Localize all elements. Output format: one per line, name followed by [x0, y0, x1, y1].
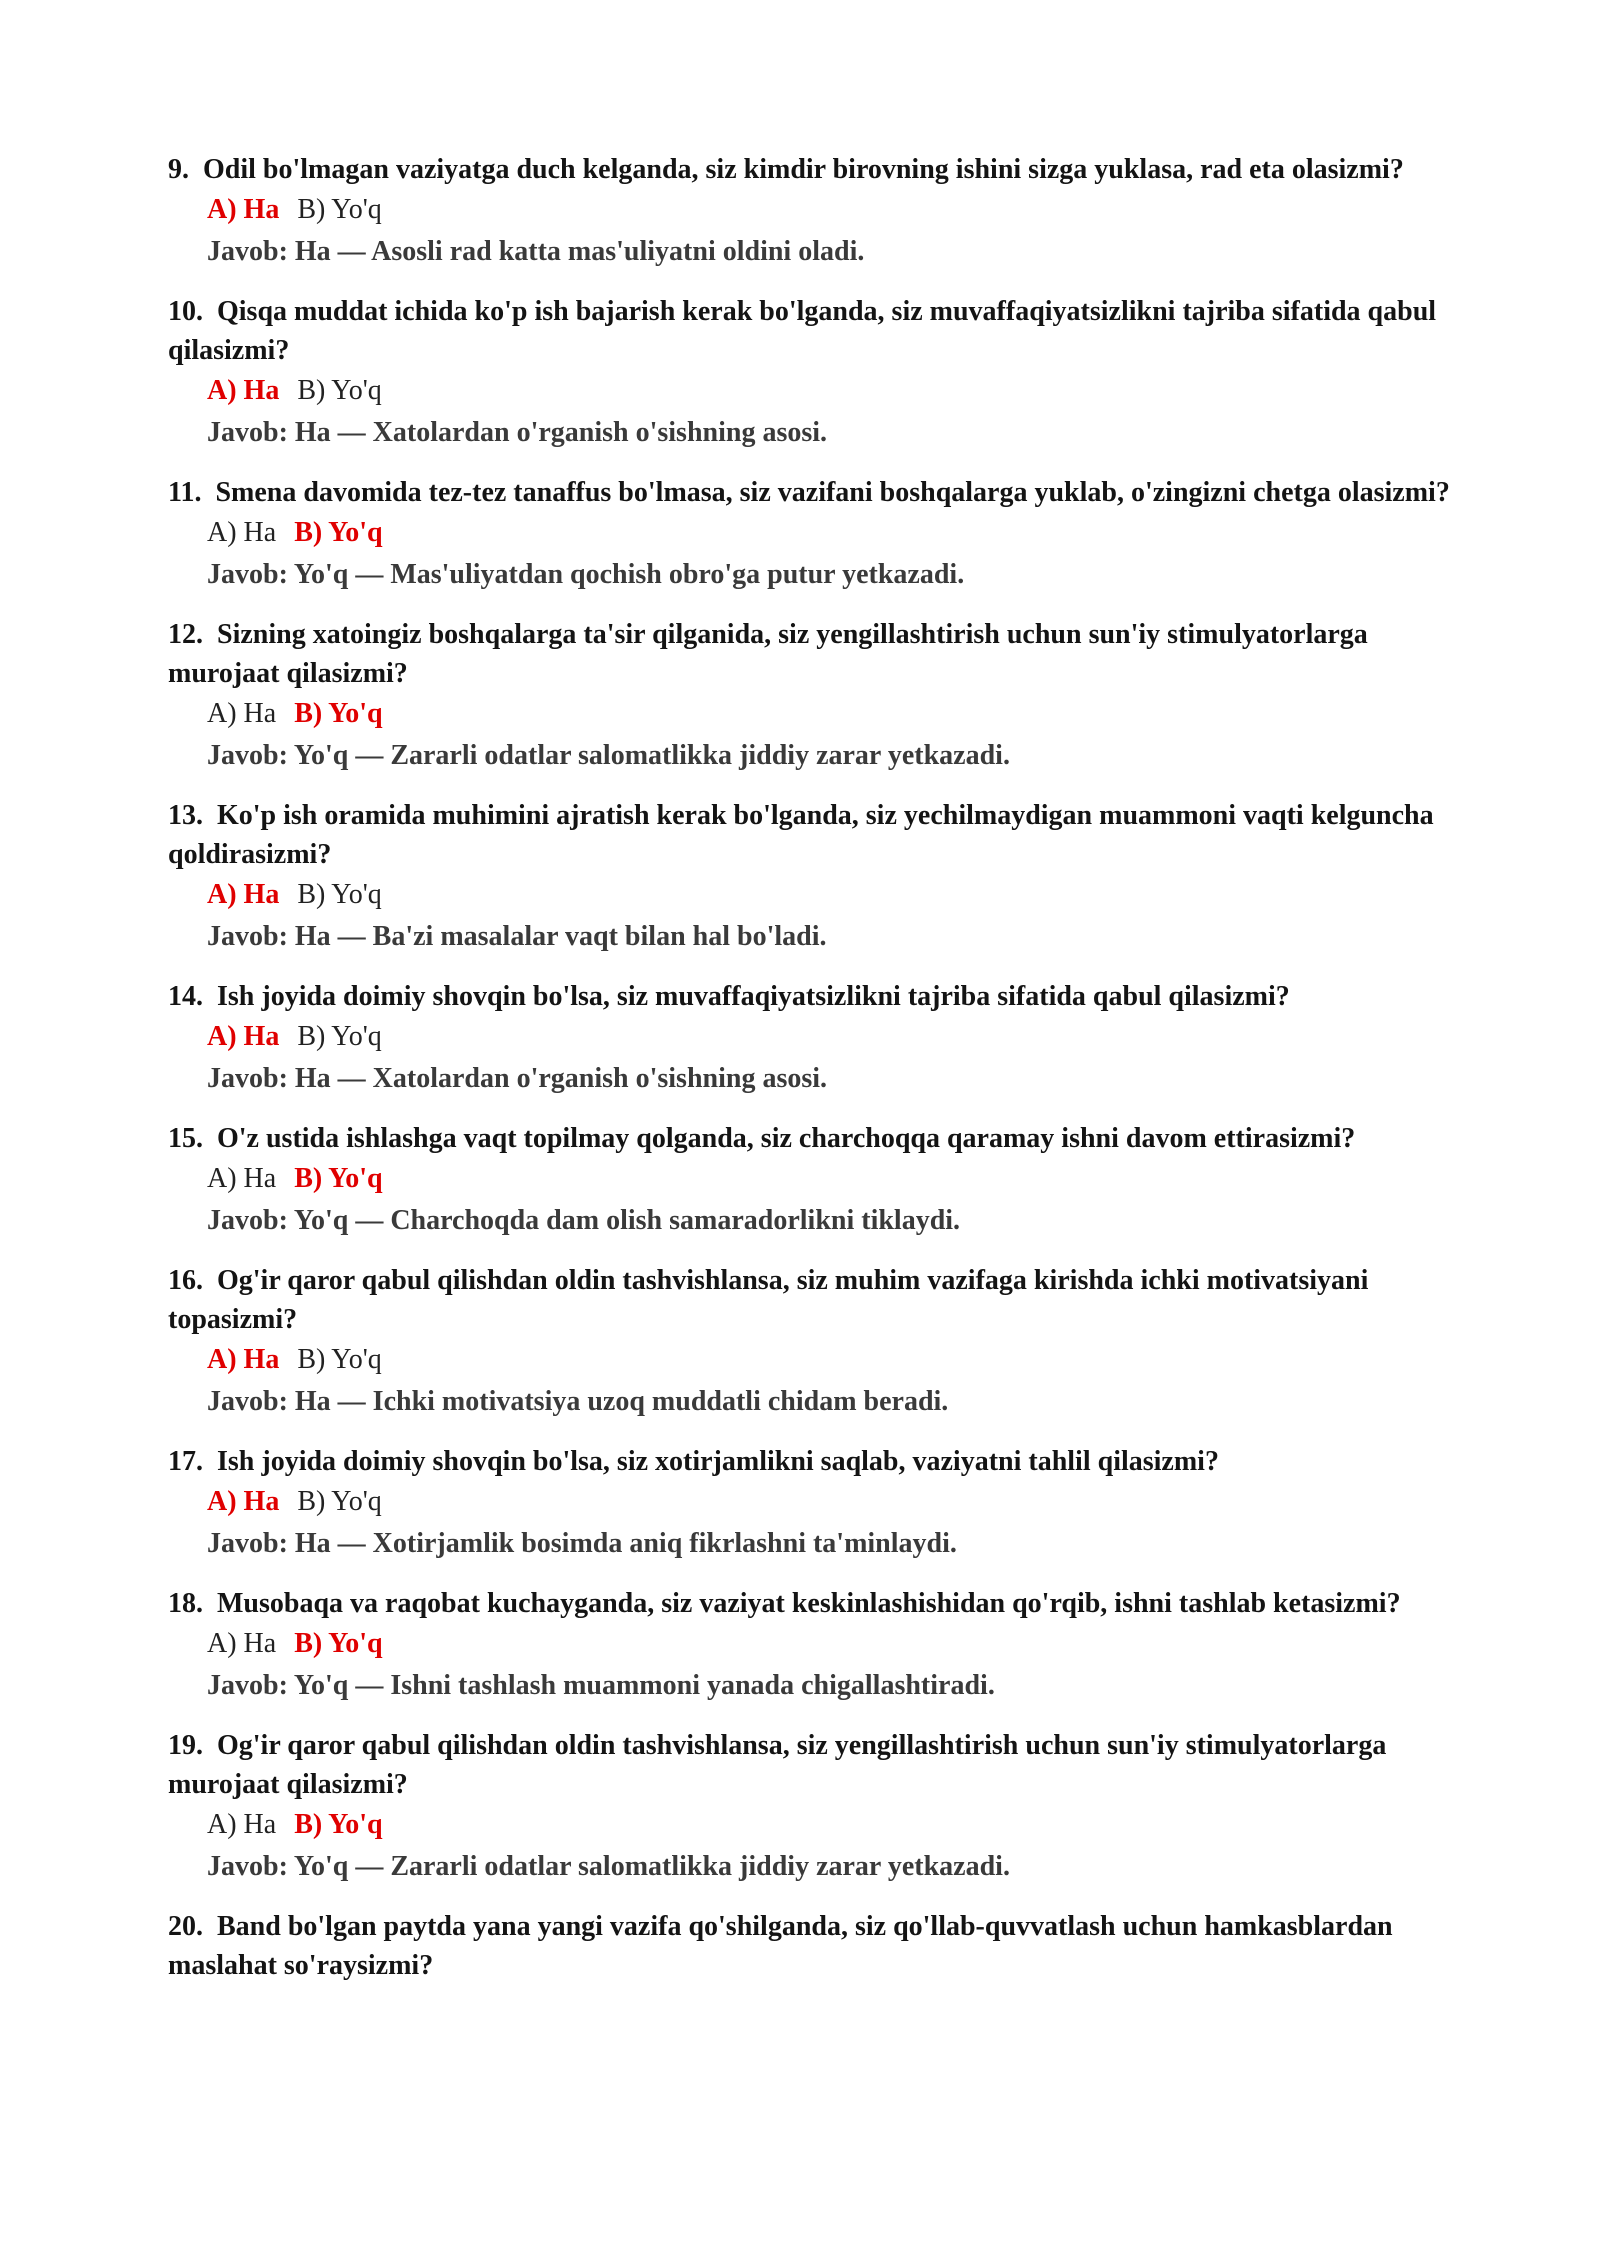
question-body: Odil bo'lmagan vaziyatga duch kelganda, siz kimdir birovning ishini sizga yuklasa, rad eta olasizmi?	[203, 154, 1404, 185]
options-row	[207, 1158, 1468, 1200]
option-a: A) Ha	[207, 1809, 277, 1840]
question-number: 18.	[168, 1588, 203, 1619]
question-number: 10.	[168, 296, 203, 327]
answer-line: Javob: Yo'q — Mas'uliyatdan qochish obro'ga putur yetkazadi.	[207, 559, 965, 590]
question-body: Band bo'lgan paytda yana yangi vazifa qo'shilganda, siz qo'llab-quvvatlash uchun hamkasblardan maslahat so'raysizmi?	[168, 1911, 1393, 1981]
options-row	[207, 874, 1468, 916]
question-body: Ish joyida doimiy shovqin bo'lsa, siz xotirjamlikni saqlab, vaziyatni tahlil qilasizmi?	[217, 1446, 1219, 1477]
question-14	[168, 977, 1468, 1100]
question-body: Smena davomida tez-tez tanaffus bo'lmasa, siz vazifani boshqalarga yuklab, o'zingizni chetga olasizmi?	[215, 477, 1450, 508]
option-a: A) Ha	[207, 517, 277, 548]
option-a: A) Ha	[207, 1628, 277, 1659]
document-page	[168, 150, 1468, 2004]
question-text	[168, 615, 1468, 693]
option-a: A) Ha	[207, 194, 280, 225]
question-19	[168, 1726, 1468, 1888]
answer-line: Javob: Yo'q — Zararli odatlar salomatlikka jiddiy zarar yetkazadi.	[207, 740, 1010, 771]
options-row	[207, 1804, 1468, 1846]
answer-line: Javob: Ha — Xatolardan o'rganish o'sishning asosi.	[207, 417, 828, 448]
answer-line: Javob: Ha — Xotirjamlik bosimda aniq fikrlashni ta'minlaydi.	[207, 1528, 957, 1559]
option-b: B) Yo'q	[297, 1344, 382, 1375]
question-12	[168, 615, 1468, 777]
question-number: 17.	[168, 1446, 203, 1477]
question-17	[168, 1442, 1468, 1565]
option-b: B) Yo'q	[297, 1486, 382, 1517]
question-20	[168, 1907, 1468, 1985]
question-text	[168, 1726, 1468, 1804]
option-a: A) Ha	[207, 375, 280, 406]
options-row	[207, 512, 1468, 554]
options-row	[207, 1623, 1468, 1665]
options-row	[207, 693, 1468, 735]
question-number: 15.	[168, 1123, 203, 1154]
options-row	[207, 1016, 1468, 1058]
question-body: Sizning xatoingiz boshqalarga ta'sir qilganida, siz yengillashtirish uchun sun'iy stimulyatorlarga murojaat qilasizmi?	[168, 619, 1368, 689]
question-text	[168, 977, 1468, 1016]
option-a: A) Ha	[207, 1344, 280, 1375]
option-b: B) Yo'q	[297, 879, 382, 910]
option-a: A) Ha	[207, 1163, 277, 1194]
options-row	[207, 370, 1468, 412]
question-number: 16.	[168, 1265, 203, 1296]
options-row	[207, 189, 1468, 231]
question-text	[168, 473, 1468, 512]
question-text	[168, 1584, 1468, 1623]
answer-line: Javob: Ha — Ba'zi masalalar vaqt bilan hal bo'ladi.	[207, 921, 827, 952]
question-number: 11.	[168, 477, 202, 508]
option-a: A) Ha	[207, 1021, 280, 1052]
question-10	[168, 292, 1468, 454]
question-text	[168, 1119, 1468, 1158]
options-row	[207, 1339, 1468, 1381]
answer-line: Javob: Ha — Asosli rad katta mas'uliyatni oldini oladi.	[207, 236, 865, 267]
question-number: 14.	[168, 981, 203, 1012]
question-9	[168, 150, 1468, 273]
options-row	[207, 1481, 1468, 1523]
question-13	[168, 796, 1468, 958]
option-b: B) Yo'q	[297, 194, 382, 225]
answer-line: Javob: Yo'q — Charchoqda dam olish samaradorlikni tiklaydi.	[207, 1205, 961, 1236]
question-18	[168, 1584, 1468, 1707]
question-number: 13.	[168, 800, 203, 831]
option-b: B) Yo'q	[294, 1809, 383, 1840]
option-b: B) Yo'q	[294, 1163, 383, 1194]
option-b: B) Yo'q	[297, 1021, 382, 1052]
option-b: B) Yo'q	[294, 1628, 383, 1659]
question-number: 12.	[168, 619, 203, 650]
question-number: 19.	[168, 1730, 203, 1761]
question-text	[168, 150, 1468, 189]
question-body: Og'ir qaror qabul qilishdan oldin tashvishlansa, siz yengillashtirish uchun sun'iy stimulyatorlarga murojaat qilasizmi?	[168, 1730, 1387, 1800]
answer-line: Javob: Ha — Ichki motivatsiya uzoq muddatli chidam beradi.	[207, 1386, 949, 1417]
question-body: O'z ustida ishlashga vaqt topilmay qolganda, siz charchoqqa qaramay ishni davom ettirasizmi?	[217, 1123, 1356, 1154]
question-number: 20.	[168, 1911, 203, 1942]
option-a: A) Ha	[207, 879, 280, 910]
question-text	[168, 1907, 1468, 1985]
question-body: Ko'p ish oramida muhimini ajratish kerak bo'lganda, siz yechilmaydigan muammoni vaqti kelguncha qoldirasizmi?	[168, 800, 1434, 870]
question-text	[168, 292, 1468, 370]
option-a: A) Ha	[207, 698, 277, 729]
answer-line: Javob: Yo'q — Ishni tashlash muammoni yanada chigallashtiradi.	[207, 1670, 995, 1701]
question-text	[168, 1261, 1468, 1339]
option-b: B) Yo'q	[294, 517, 383, 548]
question-body: Og'ir qaror qabul qilishdan oldin tashvishlansa, siz muhim vazifaga kirishda ichki motivatsiyani topasizmi?	[168, 1265, 1369, 1335]
question-body: Musobaqa va raqobat kuchayganda, siz vaziyat keskinlashishidan qo'rqib, ishni tashlab ketasizmi?	[217, 1588, 1401, 1619]
answer-line: Javob: Ha — Xatolardan o'rganish o'sishning asosi.	[207, 1063, 828, 1094]
question-body: Qisqa muddat ichida ko'p ish bajarish kerak bo'lganda, siz muvaffaqiyatsizlikni tajriba sifatida qabul qilasizmi?	[168, 296, 1437, 366]
option-b: B) Yo'q	[297, 375, 382, 406]
option-a: A) Ha	[207, 1486, 280, 1517]
question-15	[168, 1119, 1468, 1242]
question-text	[168, 1442, 1468, 1481]
question-number: 9.	[168, 154, 189, 185]
option-b: B) Yo'q	[294, 698, 383, 729]
answer-line: Javob: Yo'q — Zararli odatlar salomatlikka jiddiy zarar yetkazadi.	[207, 1851, 1010, 1882]
question-11	[168, 473, 1468, 596]
question-body: Ish joyida doimiy shovqin bo'lsa, siz muvaffaqiyatsizlikni tajriba sifatida qabul qilasizmi?	[217, 981, 1290, 1012]
question-text	[168, 796, 1468, 874]
question-16	[168, 1261, 1468, 1423]
